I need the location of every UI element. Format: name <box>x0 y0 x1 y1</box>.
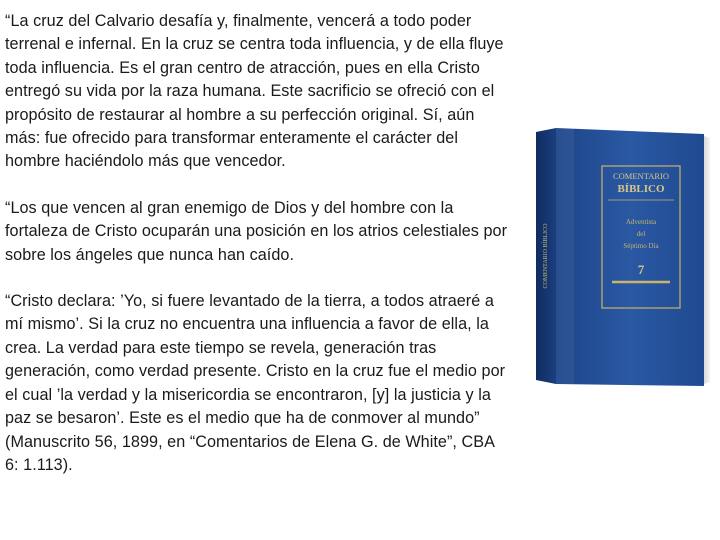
book-pages-edge <box>704 136 710 384</box>
book-title-line2: BÍBLICO <box>617 183 665 195</box>
book-cover-image <box>534 126 710 388</box>
book-front-cover <box>556 128 704 386</box>
quote-text-column <box>5 10 510 500</box>
quote-paragraph-3: “Cristo declara: ’Yo, si fuere levantado de la tierra, a todos atraeré a mí mismo’. Si la cruz no encuentra una influencia a favor de ella, la crea. La verdad para este tiempo se revela, generación tras generación, como verdad presente. Cristo en la cruz fue el medio por el cual ’la verdad y la misericordia se encontraron, [y] la justicia y la paz se besaron’. Este es el medio que ha de conmover al mundo” (Manuscrito 56, 1899, en “Comentarios de Elena G. de White”, CBA 6: 1.113). <box>5 292 506 474</box>
book-volume-number: 7 <box>637 262 645 277</box>
book-spine-text: COMENTARIO BÍBLICO <box>543 223 549 289</box>
book-subtitle-line3: Séptimo Día <box>623 242 659 250</box>
book-cover-highlight <box>556 128 574 384</box>
book-illustration <box>534 126 710 388</box>
book-title-line1: COMENTARIO <box>613 171 669 181</box>
quote-paragraph-2: “Los que vencen al gran enemigo de Dios y del hombre con la fortaleza de Cristo ocuparán una posición en los atrios celestiales por sobre los ángeles que nunca han caído. <box>5 198 508 264</box>
book-subtitle-line2: del <box>636 230 646 238</box>
quote-paragraph-1: “La cruz del Calvario desafía y, finalmente, vencerá a todo poder terrenal e infernal. En la cruz se centra toda influencia, y de ella fluye toda influencia. Es el gran centro de atracción, pues en ella Cristo entregó su vida por la raza humana. Este sacrificio se ofreció con el propósito de restaurar al hombre a su perfección original. Sí, aún más: fue ofrecido para transformar enteramente el carácter del hombre haciéndolo más que vencedor. <box>5 12 504 171</box>
book-subtitle-line1: Adventista <box>625 218 657 226</box>
